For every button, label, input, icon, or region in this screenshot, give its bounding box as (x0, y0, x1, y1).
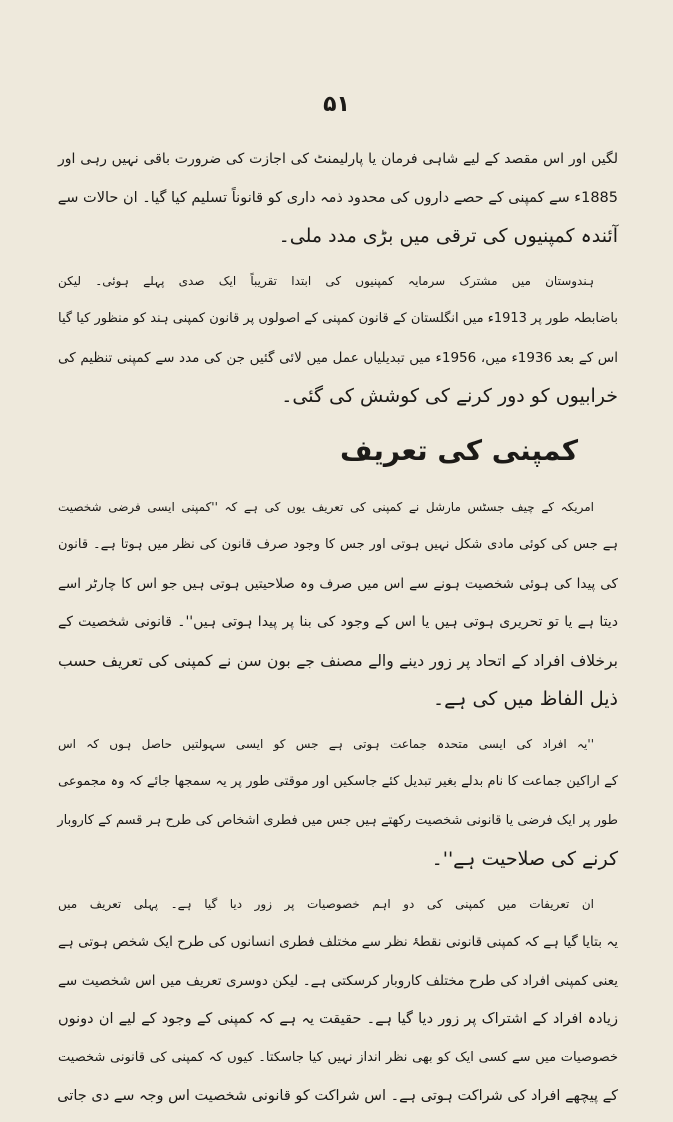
text-line: آئندہ کمپنیوں کی ترقی میں بڑی مدد ملی۔ (278, 225, 618, 247)
text-line: کرنے کی صلاحیت ہے''۔ (431, 848, 618, 870)
paragraph-company-law-history (58, 140, 618, 256)
text-line: ان تعریفات میں کمپنی کی دو اہم خصوصیات پر زور دیا گیا ہے۔ پہلی تعریف میں (58, 896, 594, 911)
text-line: کے اراکین جماعت کا نام بدلے بغیر تبدیل کئے جاسکیں اور موقتی طور پر یہ سمجھا جائے کہ وہ مجموعی (58, 774, 618, 789)
text-line: امریکہ کے چیف جسٹس مارشل نے کمپنی کی تعریف یوں کی ہے کہ ''کمپنی ایسی فرضی شخصیت (58, 499, 594, 514)
text-line: یہ بتایا گیا ہے کہ کمپنی قانونی نقطۂ نظر سے مختلف فطری انسانوں کی طرح ایک شخص ہوتی ہے (58, 934, 618, 950)
section-heading: کمپنی کی تعریف (340, 433, 578, 467)
page-number: ۵۱ (323, 92, 350, 117)
text-line: خصوصیات میں سے کسی ایک کو بھی نظر انداز نہیں کیا جاسکتا۔ کیوں کہ کمپنی کی قانونی شخصیت (58, 1049, 618, 1065)
text-line: اس کے بعد 1936ء میں، 1956ء میں تبدیلیاں عمل میں لائی گئیں جن کی مدد سے کمپنی تنظیم کی (58, 349, 619, 366)
text-line: ہندوستان میں مشترک سرمایہ کمپنیوں کی ابتدا تقریباً ایک صدی پہلے ہوئی۔ لیکن (58, 273, 594, 288)
text-line: یعنی کمپنی افراد کی طرح مختلف کاروبار کرسکتی ہے۔ لیکن دوسری تعریف میں اس شخصیت سے (58, 972, 618, 989)
text-line: کی پیدا کی ہوئی شخصیت ہونے سے اس میں صرف وہ صلاحیتیں ہوتی ہیں جو اس کا چارٹر اسے (58, 575, 618, 592)
text-line: طور پر ایک فرضی یا قانونی شخصیت رکھتے ہیں جس میں فطری اشخاص کی طرح ہر قسم کے کاروبار (57, 812, 618, 828)
text-line: ذیل الفاظ میں کی ہے۔ (433, 688, 618, 710)
text-line: لگیں اور اس مقصد کے لیے شاہی فرمان یا پارلیمنٹ کی اجازت کی ضرورت باقی نہیں رہی اور (58, 151, 618, 167)
text-line: خرابیوں کو دور کرنے کی کوشش کی گئی۔ (281, 385, 618, 407)
text-line: ''یہ افراد کی ایسی متحدہ جماعت ہوتی ہے جس کو ایسی سہولتیں حاصل ہوں کہ اس (58, 736, 594, 751)
text-line: دیتا ہے یا تو تحریری ہوتی ہیں یا اس کے وجود کی بنا پر پیدا ہوتی ہیں''۔ قانونی شخصیت کے (58, 614, 618, 630)
paragraph-marshall-definition (58, 488, 618, 719)
paragraph-india-companies (58, 262, 618, 416)
paragraph-two-features (58, 885, 618, 1116)
paragraph-quoted-definition (58, 725, 618, 879)
text-line: کے پیچھے افراد کی شراکت ہوتی ہے۔ اس شراکت کو قانونی شخصیت اس وجہ سے دی جاتی (57, 1088, 618, 1104)
text-line: باضابطہ طور پر 1913ء میں انگلستان کے قانون کمپنی کے اصولوں پر قانون کمپنی ہند کو منظور کیا گیا (58, 311, 618, 326)
text-line: ہے جس کی کوئی مادی شکل نہیں ہوتی اور جس کا وجود صرف قانون کی نظر میں ہوتا ہے۔ قانون (58, 537, 618, 552)
text-line: برخلاف افراد کے اتحاد پر زور دینے والے مصنف جے بون سن نے کمپنی کی تعریف حسب (58, 651, 618, 670)
page-body (58, 140, 618, 1122)
text-line: زیادہ افراد کے اشتراک پر زور دیا گیا ہے۔ حقیقت یہ ہے کہ کمپنی کے وجود کے لیے ان دونوں (58, 1011, 618, 1027)
text-line: 1885ء سے کمپنی کے حصے داروں کی محدود ذمہ داری کو قانوناً تسلیم کیا گیا۔ ان حالات سے (57, 189, 618, 206)
